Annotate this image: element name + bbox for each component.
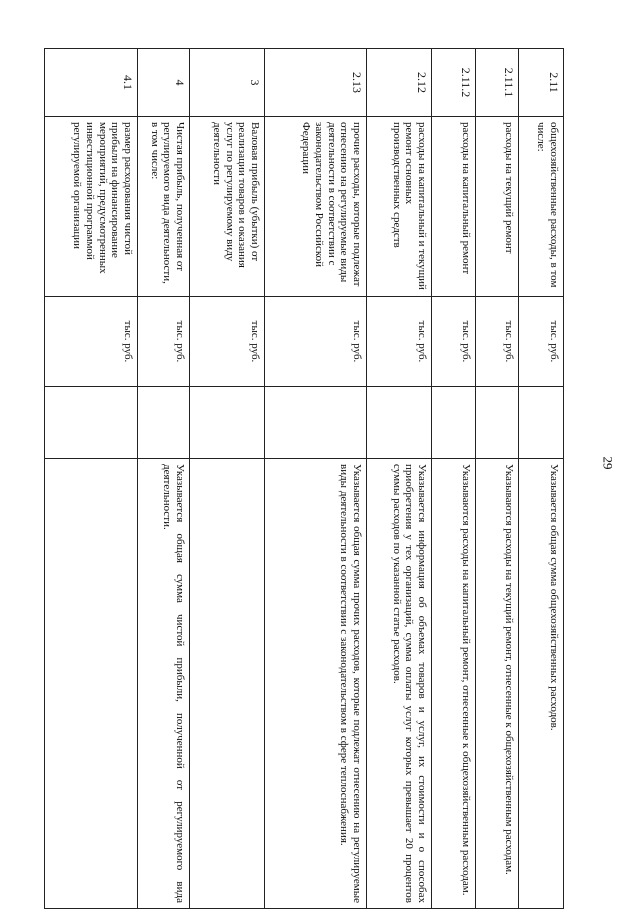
row-name: расходы на капитальный ремонт [432,117,476,297]
table-row [190,49,265,909]
row-number: 3 [190,49,265,117]
row-description [45,459,138,909]
page-number: 29 [600,456,616,470]
row-unit: тыс. руб. [190,297,265,387]
row-name: расходы на текущий ремонт [476,117,519,297]
row-value [432,387,476,459]
table-row [45,49,138,909]
indicators-table [44,48,564,909]
row-description [190,459,265,909]
row-value [138,387,190,459]
row-description: Указываются расходы на текущий ремонт, отнесенные к общехозяйственным расходам. [476,459,519,909]
row-value [367,387,432,459]
row-unit: тыс. руб. [138,297,190,387]
row-description: Указывается информация об объемах товаров и услуг, их стоимости и о способах приобретения у тех организаций, сумма оплаты услуг которых превышает 20 процентов суммы расходов по указанной статье расходов. [367,459,432,909]
row-name: Валовая прибыль (убытки) от реализации товаров и оказания услуг по регулируемому виду деятельности [190,117,265,297]
row-description: Указывается общая сумма общехозяйственных расходов. [519,459,564,909]
row-description: Указываются расходы на капитальный ремонт, отнесенные к общехозяйственным расходам. [432,459,476,909]
row-unit: тыс. руб. [367,297,432,387]
row-name: Чистая прибыль, полученная от регулируемого вида деятельности, в том числе: [138,117,190,297]
row-unit: тыс. руб. [45,297,138,387]
row-number: 2.11 [519,49,564,117]
table-row [367,49,432,909]
row-description: Указывается общая сумма прочих расходов, которые подлежат отнесению на регулируемые виды деятельности в соответствии с законодательством в сфере теплоснабжения. [265,459,367,909]
table-row [519,49,564,909]
row-number: 4 [138,49,190,117]
row-unit: тыс. руб. [476,297,519,387]
row-unit: тыс. руб. [265,297,367,387]
row-description: Указывается общая сумма чистой прибыли, полученной от регулируемого вида деятельности. [138,459,190,909]
row-number: 2.13 [265,49,367,117]
table-row [476,49,519,909]
row-name: расходы на капитальный и текущий ремонт основных производственных средств [367,117,432,297]
row-value [45,387,138,459]
table-body [45,49,564,909]
table-row [432,49,476,909]
table-row [138,49,190,909]
row-number: 2.12 [367,49,432,117]
row-number: 4.1 [45,49,138,117]
rotated-table-container [44,48,564,908]
row-unit: тыс. руб. [519,297,564,387]
row-name: размер расходования чистой прибыли на финансирование мероприятий, предусмотренных инвестиционной программой регулируемой организации [45,117,138,297]
table-row [265,49,367,909]
row-number: 2.11.2 [432,49,476,117]
row-value [519,387,564,459]
row-unit: тыс. руб. [432,297,476,387]
row-value [265,387,367,459]
row-number: 2.11.1 [476,49,519,117]
row-value [476,387,519,459]
row-name: прочие расходы, которые подлежат отнесению на регулируемые виды деятельности в соответствии с законодательством Российской Федерации [265,117,367,297]
row-value [190,387,265,459]
row-name: общехозяйственные расходы, в том числе: [519,117,564,297]
